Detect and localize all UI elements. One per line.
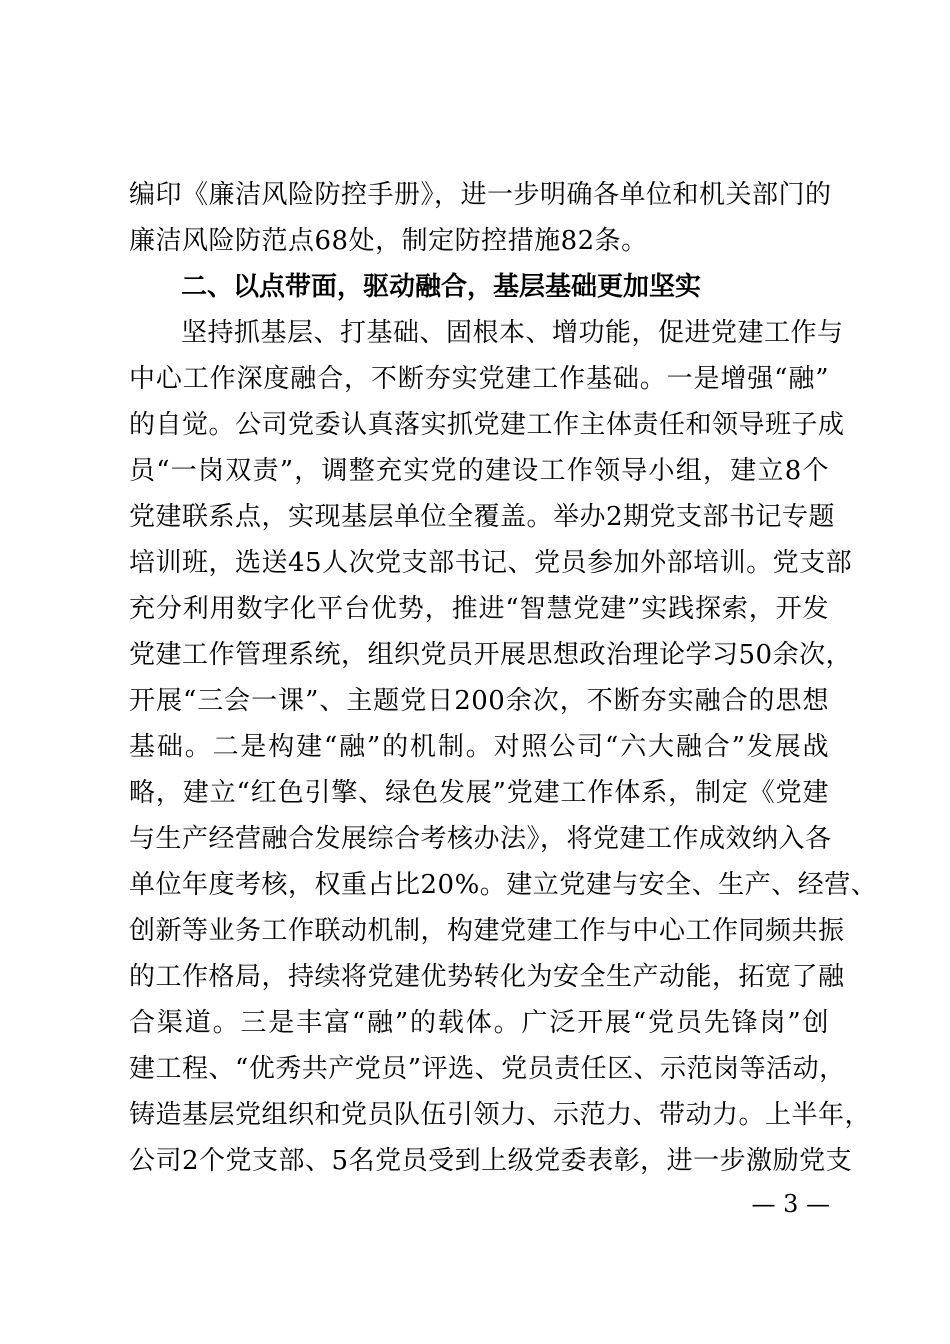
text-line-6: 的自觉。公司党委认真落实抓党建工作主体责任和领导班子成	[129, 410, 845, 440]
text-line-7: 员“一岗双责”，调整充实党的建设工作领导小组，建立8个	[129, 456, 829, 486]
section-heading: 二、以点带面，驱动融合，基层基础更加坚实	[181, 272, 702, 302]
text-line-10: 充分利用数字化平台优势，推进“智慧党建”实践探索，开发	[129, 594, 829, 624]
text-line-22: 公司2个党支部、5名党员受到上级党委表彰，进一步激励党支	[129, 1146, 853, 1176]
text-line-16: 单位年度考核，权重占比20%。建立党建与安全、生产、经营、	[129, 870, 878, 900]
text-line-5: 中心工作深度融合，不断夯实党建工作基础。一是增强“融”	[129, 364, 829, 394]
text-line-1: 编印《廉洁风险防控手册》，进一步明确各单位和机关部门的	[129, 180, 832, 210]
text-line-15: 与生产经营融合发展综合考核办法》，将党建工作成效纳入各	[129, 824, 832, 854]
text-line-8: 党建联系点，实现基层单位全覆盖。举办2期党支部书记专题	[129, 502, 836, 532]
page-number: — 3 —	[751, 1190, 830, 1218]
text-line-17: 创新等业务工作联动机制，构建党建工作与中心工作同频共振	[129, 916, 845, 946]
text-line-21: 铸造基层党组织和党员队伍引领力、示范力、带动力。上半年，	[129, 1100, 872, 1130]
text-line-18: 的工作格局，持续将党建优势转化为安全生产动能，拓宽了融	[129, 962, 845, 992]
text-line-11: 党建工作管理系统，组织党员开展思想政治理论学习50余次，	[129, 640, 853, 670]
text-line-9: 培训班，选送45人次党支部书记、党员参加外部培训。党支部	[129, 548, 853, 578]
text-line-20: 建工程、“优秀共产党员”评选、党员责任区、示范岗等活动，	[129, 1054, 846, 1084]
text-line-12: 开展“三会一课”、主题党日200余次，不断夯实融合的思想	[129, 686, 829, 716]
text-line-13: 基础。二是构建“融”的机制。对照公司“六大融合”发展战	[129, 732, 829, 762]
text-line-14: 略，建立“红色引擎、绿色发展”党建工作体系，制定《党建	[129, 778, 829, 808]
text-line-2: 廉洁风险防范点68处，制定防控措施82条。	[129, 226, 648, 256]
text-line-4: 坚持抓基层、打基础、固根本、增功能，促进党建工作与	[181, 318, 844, 348]
text-line-19: 合渠道。三是丰富“融”的载体。广泛开展“党员先锋岗”创	[129, 1008, 829, 1038]
